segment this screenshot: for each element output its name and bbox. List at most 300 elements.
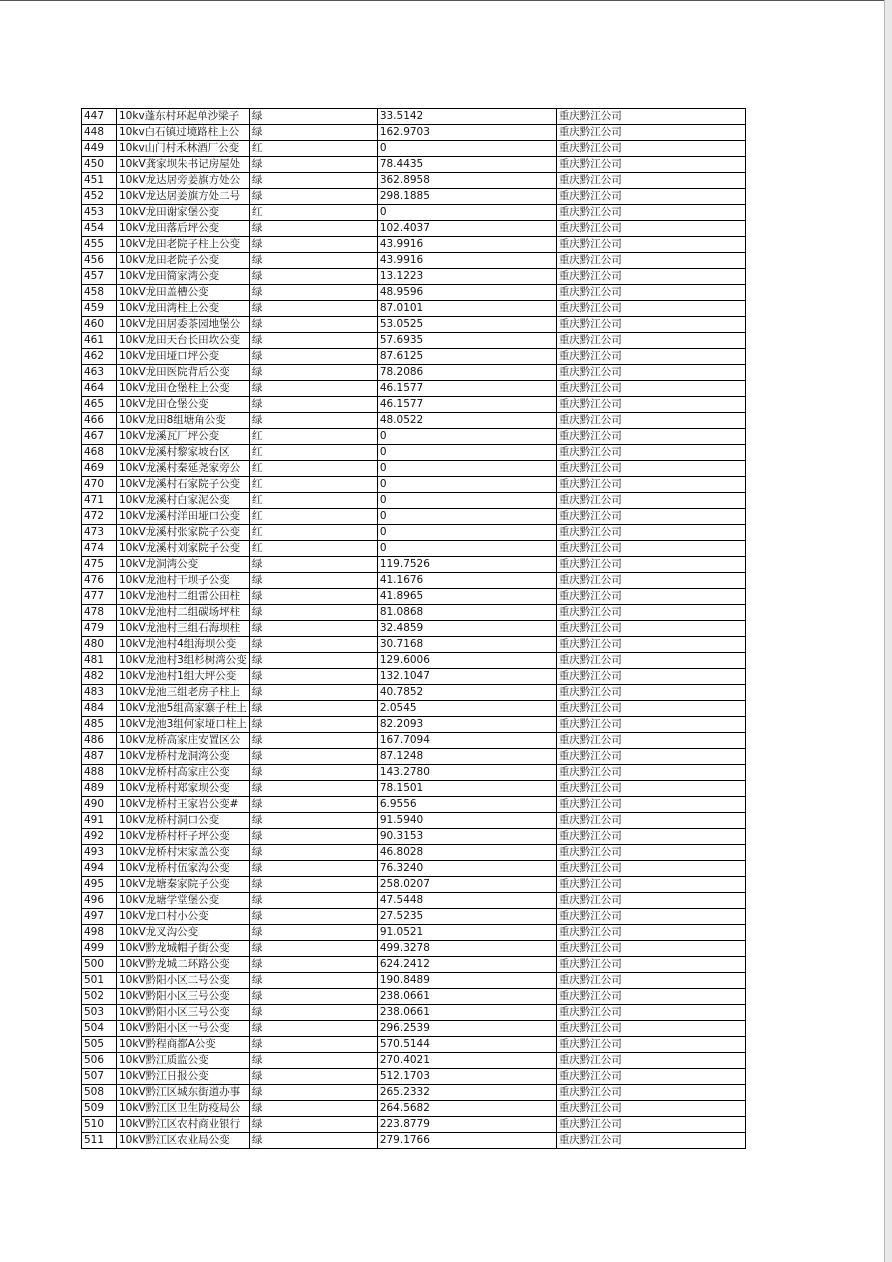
value-cell: 0 xyxy=(377,461,556,477)
value-cell: 27.5235 xyxy=(377,909,556,925)
company-cell: 重庆黔江公司 xyxy=(556,1117,745,1133)
value-cell: 512.1703 xyxy=(377,1069,556,1085)
transformer-name-cell: 10kV龙塘学堂堡公变 xyxy=(117,893,250,909)
row-number-cell: 506 xyxy=(82,1053,117,1069)
status-cell: 绿 xyxy=(249,797,377,813)
company-cell: 重庆黔江公司 xyxy=(556,605,745,621)
status-cell: 绿 xyxy=(249,173,377,189)
status-cell: 绿 xyxy=(249,1053,377,1069)
status-cell: 红 xyxy=(249,509,377,525)
table-body xyxy=(82,109,746,1149)
row-number-cell: 483 xyxy=(82,685,117,701)
status-cell: 绿 xyxy=(249,397,377,413)
table-row xyxy=(82,557,746,573)
table-row xyxy=(82,1037,746,1053)
table-row xyxy=(82,1101,746,1117)
table-row xyxy=(82,797,746,813)
row-number-cell: 475 xyxy=(82,557,117,573)
table-row xyxy=(82,717,746,733)
transformer-name-cell: 10kV黔阳小区二号公变 xyxy=(117,973,250,989)
transformer-name-cell: 10kV龙池村1组大坪公变 xyxy=(117,669,250,685)
table-row xyxy=(82,237,746,253)
status-cell: 绿 xyxy=(249,1037,377,1053)
table-row xyxy=(82,1133,746,1149)
row-number-cell: 473 xyxy=(82,525,117,541)
value-cell: 102.4037 xyxy=(377,221,556,237)
row-number-cell: 489 xyxy=(82,781,117,797)
transformer-name-cell: 10kV黔江区城东街道办事 xyxy=(117,1085,250,1101)
value-cell: 43.9916 xyxy=(377,253,556,269)
table-row xyxy=(82,669,746,685)
company-cell: 重庆黔江公司 xyxy=(556,621,745,637)
value-cell: 90.3153 xyxy=(377,829,556,845)
value-cell: 41.8965 xyxy=(377,589,556,605)
value-cell: 190.8489 xyxy=(377,973,556,989)
company-cell: 重庆黔江公司 xyxy=(556,461,745,477)
table-row xyxy=(82,125,746,141)
table-row xyxy=(82,493,746,509)
company-cell: 重庆黔江公司 xyxy=(556,765,745,781)
value-cell: 0 xyxy=(377,493,556,509)
value-cell: 48.0522 xyxy=(377,413,556,429)
status-cell: 绿 xyxy=(249,157,377,173)
row-number-cell: 488 xyxy=(82,765,117,781)
status-cell: 红 xyxy=(249,525,377,541)
row-number-cell: 458 xyxy=(82,285,117,301)
value-cell: 362.8958 xyxy=(377,173,556,189)
value-cell: 78.1501 xyxy=(377,781,556,797)
row-number-cell: 464 xyxy=(82,381,117,397)
table-row xyxy=(82,285,746,301)
status-cell: 绿 xyxy=(249,637,377,653)
company-cell: 重庆黔江公司 xyxy=(556,157,745,173)
status-cell: 红 xyxy=(249,445,377,461)
transformer-name-cell: 10kV龙田居委茶园地堡公 xyxy=(117,317,250,333)
table-row xyxy=(82,861,746,877)
value-cell: 82.2093 xyxy=(377,717,556,733)
table-row xyxy=(82,1117,746,1133)
table-row xyxy=(82,589,746,605)
status-cell: 红 xyxy=(249,461,377,477)
status-cell: 绿 xyxy=(249,413,377,429)
status-cell: 绿 xyxy=(249,957,377,973)
transformer-name-cell: 10kV黔程商都A公变 xyxy=(117,1037,250,1053)
table-row xyxy=(82,365,746,381)
status-cell: 绿 xyxy=(249,253,377,269)
status-cell: 绿 xyxy=(249,589,377,605)
status-cell: 绿 xyxy=(249,813,377,829)
table-row xyxy=(82,653,746,669)
transformer-name-cell: 10kV龙池村二组雷公田柱 xyxy=(117,589,250,605)
row-number-cell: 481 xyxy=(82,653,117,669)
table-row xyxy=(82,989,746,1005)
status-cell: 绿 xyxy=(249,845,377,861)
value-cell: 30.7168 xyxy=(377,637,556,653)
value-cell: 78.4435 xyxy=(377,157,556,173)
page-edge xyxy=(884,0,892,1262)
transformer-name-cell: 10kv蓬东村环起单沙梁子 xyxy=(117,109,250,125)
value-cell: 0 xyxy=(377,445,556,461)
row-number-cell: 490 xyxy=(82,797,117,813)
row-number-cell: 447 xyxy=(82,109,117,125)
transformer-name-cell: 10kV黔阳小区三号公变 xyxy=(117,989,250,1005)
table-row xyxy=(82,1021,746,1037)
value-cell: 132.1047 xyxy=(377,669,556,685)
table-row xyxy=(82,509,746,525)
value-cell: 264.5682 xyxy=(377,1101,556,1117)
status-cell: 绿 xyxy=(249,653,377,669)
row-number-cell: 509 xyxy=(82,1101,117,1117)
table-row xyxy=(82,605,746,621)
status-cell: 绿 xyxy=(249,861,377,877)
status-cell: 绿 xyxy=(249,669,377,685)
transformer-name-cell: 10kV黔龙城二环路公变 xyxy=(117,957,250,973)
company-cell: 重庆黔江公司 xyxy=(556,1133,745,1149)
transformer-name-cell: 10kV龙桥村洞口公变 xyxy=(117,813,250,829)
company-cell: 重庆黔江公司 xyxy=(556,493,745,509)
table-row xyxy=(82,621,746,637)
company-cell: 重庆黔江公司 xyxy=(556,1005,745,1021)
company-cell: 重庆黔江公司 xyxy=(556,509,745,525)
status-cell: 绿 xyxy=(249,109,377,125)
row-number-cell: 496 xyxy=(82,893,117,909)
company-cell: 重庆黔江公司 xyxy=(556,381,745,397)
value-cell: 499.3278 xyxy=(377,941,556,957)
status-cell: 红 xyxy=(249,429,377,445)
value-cell: 0 xyxy=(377,525,556,541)
status-cell: 绿 xyxy=(249,1085,377,1101)
status-cell: 红 xyxy=(249,141,377,157)
table-row xyxy=(82,333,746,349)
company-cell: 重庆黔江公司 xyxy=(556,397,745,413)
transformer-name-cell: 10kV龙口村小公变 xyxy=(117,909,250,925)
value-cell: 238.0661 xyxy=(377,1005,556,1021)
status-cell: 绿 xyxy=(249,925,377,941)
status-cell: 绿 xyxy=(249,237,377,253)
status-cell: 绿 xyxy=(249,717,377,733)
transformer-name-cell: 10kv山门村禾林酒厂公变 xyxy=(117,141,250,157)
company-cell: 重庆黔江公司 xyxy=(556,589,745,605)
status-cell: 绿 xyxy=(249,893,377,909)
company-cell: 重庆黔江公司 xyxy=(556,301,745,317)
transformer-name-cell: 10kV龙田落后坪公变 xyxy=(117,221,250,237)
company-cell: 重庆黔江公司 xyxy=(556,653,745,669)
company-cell: 重庆黔江公司 xyxy=(556,413,745,429)
transformer-name-cell: 10kV龙溪村刘家院子公变 xyxy=(117,541,250,557)
row-number-cell: 457 xyxy=(82,269,117,285)
transformer-name-cell: 10kV龙桥村龙洞湾公变 xyxy=(117,749,250,765)
row-number-cell: 482 xyxy=(82,669,117,685)
value-cell: 298.1885 xyxy=(377,189,556,205)
value-cell: 0 xyxy=(377,477,556,493)
value-cell: 87.0101 xyxy=(377,301,556,317)
top-border xyxy=(0,0,892,1)
company-cell: 重庆黔江公司 xyxy=(556,333,745,349)
status-cell: 绿 xyxy=(249,749,377,765)
transformer-name-cell: 10kV龙桥村王家岩公变# xyxy=(117,797,250,813)
table-row xyxy=(82,445,746,461)
status-cell: 绿 xyxy=(249,989,377,1005)
table-row xyxy=(82,957,746,973)
value-cell: 167.7094 xyxy=(377,733,556,749)
transformer-name-cell: 10kV龙池村二组碳场坪柱 xyxy=(117,605,250,621)
table-row xyxy=(82,829,746,845)
value-cell: 46.8028 xyxy=(377,845,556,861)
table-row xyxy=(82,781,746,797)
table-row xyxy=(82,429,746,445)
transformer-name-cell: 10kV黔阳小区一号公变 xyxy=(117,1021,250,1037)
transformer-name-cell: 10kV龙溪村洋田垭口公变 xyxy=(117,509,250,525)
status-cell: 绿 xyxy=(249,701,377,717)
transformer-name-cell: 10kV龙池村干坝子公变 xyxy=(117,573,250,589)
status-cell: 绿 xyxy=(249,557,377,573)
table-row xyxy=(82,109,746,125)
table-row xyxy=(82,877,746,893)
table-row xyxy=(82,733,746,749)
transformer-name-cell: 10kV龙溪瓦厂坪公变 xyxy=(117,429,250,445)
status-cell: 绿 xyxy=(249,317,377,333)
value-cell: 43.9916 xyxy=(377,237,556,253)
value-cell: 91.0521 xyxy=(377,925,556,941)
status-cell: 绿 xyxy=(249,941,377,957)
value-cell: 46.1577 xyxy=(377,397,556,413)
table-row xyxy=(82,749,746,765)
company-cell: 重庆黔江公司 xyxy=(556,445,745,461)
value-cell: 87.6125 xyxy=(377,349,556,365)
table-row xyxy=(82,1085,746,1101)
transformer-name-cell: 10kV黔江质监公变 xyxy=(117,1053,250,1069)
status-cell: 绿 xyxy=(249,685,377,701)
transformer-name-cell: 10kV龙田盖槽公变 xyxy=(117,285,250,301)
row-number-cell: 487 xyxy=(82,749,117,765)
row-number-cell: 478 xyxy=(82,605,117,621)
value-cell: 265.2332 xyxy=(377,1085,556,1101)
transformer-name-cell: 10kV龙池村三组石海坝柱 xyxy=(117,621,250,637)
status-cell: 绿 xyxy=(249,189,377,205)
company-cell: 重庆黔江公司 xyxy=(556,285,745,301)
company-cell: 重庆黔江公司 xyxy=(556,541,745,557)
company-cell: 重庆黔江公司 xyxy=(556,237,745,253)
value-cell: 81.0868 xyxy=(377,605,556,621)
company-cell: 重庆黔江公司 xyxy=(556,733,745,749)
row-number-cell: 450 xyxy=(82,157,117,173)
row-number-cell: 476 xyxy=(82,573,117,589)
table-row xyxy=(82,685,746,701)
company-cell: 重庆黔江公司 xyxy=(556,253,745,269)
row-number-cell: 479 xyxy=(82,621,117,637)
company-cell: 重庆黔江公司 xyxy=(556,845,745,861)
table-row xyxy=(82,845,746,861)
row-number-cell: 491 xyxy=(82,813,117,829)
company-cell: 重庆黔江公司 xyxy=(556,829,745,845)
transformer-name-cell: 10kV龙桥村杆子坪公变 xyxy=(117,829,250,845)
row-number-cell: 507 xyxy=(82,1069,117,1085)
status-cell: 绿 xyxy=(249,733,377,749)
status-cell: 绿 xyxy=(249,333,377,349)
row-number-cell: 469 xyxy=(82,461,117,477)
row-number-cell: 459 xyxy=(82,301,117,317)
company-cell: 重庆黔江公司 xyxy=(556,557,745,573)
status-cell: 绿 xyxy=(249,125,377,141)
value-cell: 40.7852 xyxy=(377,685,556,701)
status-cell: 绿 xyxy=(249,605,377,621)
value-cell: 162.9703 xyxy=(377,125,556,141)
status-cell: 红 xyxy=(249,477,377,493)
transformer-name-cell: 10kV黔江区农村商业银行 xyxy=(117,1117,250,1133)
status-cell: 红 xyxy=(249,541,377,557)
value-cell: 570.5144 xyxy=(377,1037,556,1053)
table-row xyxy=(82,413,746,429)
company-cell: 重庆黔江公司 xyxy=(556,973,745,989)
transformer-name-cell: 10kV龙田垭口坪公变 xyxy=(117,349,250,365)
value-cell: 76.3240 xyxy=(377,861,556,877)
transformer-name-cell: 10kV龙田医院背后公变 xyxy=(117,365,250,381)
row-number-cell: 497 xyxy=(82,909,117,925)
row-number-cell: 504 xyxy=(82,1021,117,1037)
table-row xyxy=(82,477,746,493)
value-cell: 0 xyxy=(377,205,556,221)
company-cell: 重庆黔江公司 xyxy=(556,989,745,1005)
row-number-cell: 499 xyxy=(82,941,117,957)
transformer-name-cell: 10kV龙池三组老房子柱上 xyxy=(117,685,250,701)
company-cell: 重庆黔江公司 xyxy=(556,781,745,797)
row-number-cell: 485 xyxy=(82,717,117,733)
value-cell: 624.2412 xyxy=(377,957,556,973)
row-number-cell: 460 xyxy=(82,317,117,333)
transformer-name-cell: 10kV龙叉沟公变 xyxy=(117,925,250,941)
status-cell: 绿 xyxy=(249,973,377,989)
status-cell: 绿 xyxy=(249,765,377,781)
row-number-cell: 467 xyxy=(82,429,117,445)
value-cell: 258.0207 xyxy=(377,877,556,893)
status-cell: 红 xyxy=(249,205,377,221)
transformer-name-cell: 10kV龙溪村秦延尧家旁公 xyxy=(117,461,250,477)
row-number-cell: 494 xyxy=(82,861,117,877)
row-number-cell: 500 xyxy=(82,957,117,973)
row-number-cell: 455 xyxy=(82,237,117,253)
table-row xyxy=(82,189,746,205)
company-cell: 重庆黔江公司 xyxy=(556,189,745,205)
company-cell: 重庆黔江公司 xyxy=(556,701,745,717)
status-cell: 绿 xyxy=(249,301,377,317)
row-number-cell: 510 xyxy=(82,1117,117,1133)
status-cell: 绿 xyxy=(249,1069,377,1085)
status-cell: 绿 xyxy=(249,573,377,589)
status-cell: 绿 xyxy=(249,1021,377,1037)
transformer-name-cell: 10kV龙桥村郑家坝公变 xyxy=(117,781,250,797)
company-cell: 重庆黔江公司 xyxy=(556,269,745,285)
row-number-cell: 486 xyxy=(82,733,117,749)
row-number-cell: 503 xyxy=(82,1005,117,1021)
value-cell: 6.9556 xyxy=(377,797,556,813)
table-row xyxy=(82,573,746,589)
company-cell: 重庆黔江公司 xyxy=(556,1053,745,1069)
status-cell: 绿 xyxy=(249,909,377,925)
row-number-cell: 468 xyxy=(82,445,117,461)
value-cell: 119.7526 xyxy=(377,557,556,573)
row-number-cell: 492 xyxy=(82,829,117,845)
row-number-cell: 502 xyxy=(82,989,117,1005)
status-cell: 绿 xyxy=(249,285,377,301)
row-number-cell: 477 xyxy=(82,589,117,605)
company-cell: 重庆黔江公司 xyxy=(556,125,745,141)
value-cell: 0 xyxy=(377,429,556,445)
transformer-name-cell: 10kV黔江区卫生防疫局公 xyxy=(117,1101,250,1117)
value-cell: 91.5940 xyxy=(377,813,556,829)
row-number-cell: 508 xyxy=(82,1085,117,1101)
transformer-name-cell: 10kV龙池5组高家寨子柱上 xyxy=(117,701,250,717)
company-cell: 重庆黔江公司 xyxy=(556,941,745,957)
value-cell: 87.1248 xyxy=(377,749,556,765)
company-cell: 重庆黔江公司 xyxy=(556,637,745,653)
company-cell: 重庆黔江公司 xyxy=(556,317,745,333)
company-cell: 重庆黔江公司 xyxy=(556,525,745,541)
row-number-cell: 462 xyxy=(82,349,117,365)
company-cell: 重庆黔江公司 xyxy=(556,669,745,685)
row-number-cell: 495 xyxy=(82,877,117,893)
transformer-name-cell: 10kV龙池村4组海坝公变 xyxy=(117,637,250,653)
company-cell: 重庆黔江公司 xyxy=(556,1069,745,1085)
table-row xyxy=(82,173,746,189)
value-cell: 48.9596 xyxy=(377,285,556,301)
table-row xyxy=(82,813,746,829)
row-number-cell: 484 xyxy=(82,701,117,717)
transformer-name-cell: 10kV龙桥村高家庄公变 xyxy=(117,765,250,781)
value-cell: 0 xyxy=(377,509,556,525)
company-cell: 重庆黔江公司 xyxy=(556,365,745,381)
status-cell: 绿 xyxy=(249,621,377,637)
table-row xyxy=(82,349,746,365)
status-cell: 绿 xyxy=(249,829,377,845)
value-cell: 0 xyxy=(377,141,556,157)
value-cell: 223.8779 xyxy=(377,1117,556,1133)
table-row xyxy=(82,637,746,653)
status-cell: 红 xyxy=(249,493,377,509)
transformer-name-cell: 10kV龙桥村宋家盖公变 xyxy=(117,845,250,861)
company-cell: 重庆黔江公司 xyxy=(556,141,745,157)
transformer-name-cell: 10kV龙田天台长田坎公变 xyxy=(117,333,250,349)
transformer-name-cell: 10kV龙池3组何家垭口柱上 xyxy=(117,717,250,733)
value-cell: 2.0545 xyxy=(377,701,556,717)
value-cell: 0 xyxy=(377,541,556,557)
table-row xyxy=(82,925,746,941)
table-row xyxy=(82,157,746,173)
transformer-name-cell: 10kV龙溪村白家泥公变 xyxy=(117,493,250,509)
table-row xyxy=(82,221,746,237)
row-number-cell: 451 xyxy=(82,173,117,189)
value-cell: 238.0661 xyxy=(377,989,556,1005)
table-row xyxy=(82,701,746,717)
table-row xyxy=(82,1069,746,1085)
transformer-name-cell: 10kV龙洞湾公变 xyxy=(117,557,250,573)
row-number-cell: 465 xyxy=(82,397,117,413)
company-cell: 重庆黔江公司 xyxy=(556,109,745,125)
table-row xyxy=(82,909,746,925)
value-cell: 46.1577 xyxy=(377,381,556,397)
row-number-cell: 461 xyxy=(82,333,117,349)
table-row xyxy=(82,1005,746,1021)
row-number-cell: 449 xyxy=(82,141,117,157)
table-row xyxy=(82,893,746,909)
company-cell: 重庆黔江公司 xyxy=(556,957,745,973)
table-row xyxy=(82,301,746,317)
company-cell: 重庆黔江公司 xyxy=(556,1085,745,1101)
table-row xyxy=(82,525,746,541)
transformer-name-cell: 10kV龙田仓堡柱上公变 xyxy=(117,381,250,397)
company-cell: 重庆黔江公司 xyxy=(556,429,745,445)
company-cell: 重庆黔江公司 xyxy=(556,1101,745,1117)
row-number-cell: 474 xyxy=(82,541,117,557)
